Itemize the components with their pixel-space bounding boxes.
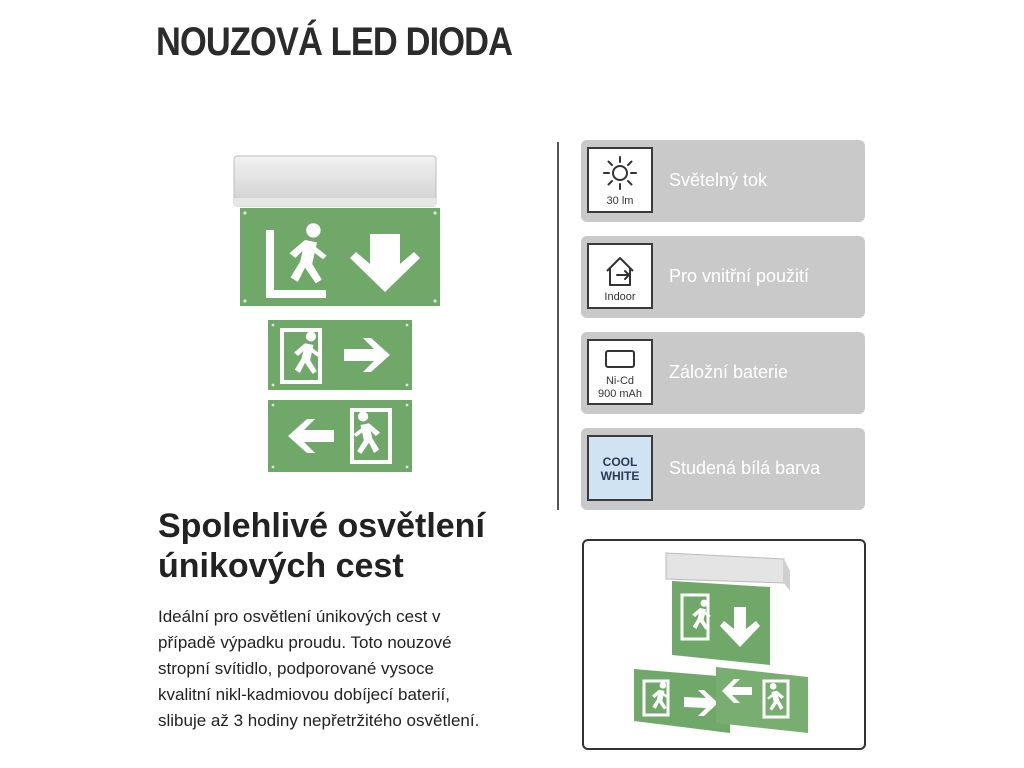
section-heading bbox=[158, 506, 485, 586]
heading-line-1: Spolehlivé osvětlení bbox=[158, 507, 485, 545]
feature-cool-white bbox=[581, 428, 865, 510]
feature-backup-battery bbox=[581, 332, 865, 414]
cool-white-badge bbox=[587, 435, 653, 501]
description-line-5: slibuje až 3 hodiny nepřetržitého osvětlení. bbox=[158, 711, 480, 730]
page-title: NOUZOVÁ LED DIODA bbox=[156, 20, 513, 64]
cool-white-badge-line-2: WHITE bbox=[600, 469, 640, 483]
product-photo bbox=[582, 539, 866, 750]
backup-battery-label: Záložní baterie bbox=[669, 362, 789, 382]
description-line-4: kvalitní nikl-kadmiovou dobíjecí baterií, bbox=[158, 685, 450, 704]
feature-luminous-flux bbox=[581, 140, 865, 222]
indoor-label: Pro vnitřní použití bbox=[669, 266, 810, 286]
vertical-divider bbox=[557, 142, 559, 510]
description-line-2: případě výpadku proudu. Toto nouzové bbox=[158, 633, 452, 652]
battery-icon-box bbox=[587, 339, 653, 405]
battery-type-caption: Ni-Cd bbox=[605, 375, 635, 387]
battery-capacity-caption: 900 mAh bbox=[597, 388, 643, 400]
product-description bbox=[158, 604, 554, 734]
luminous-flux-label: Světelný tok bbox=[669, 170, 768, 190]
indoor-icon-box bbox=[587, 243, 653, 309]
luminous-flux-icon-box bbox=[587, 147, 653, 213]
feature-indoor bbox=[581, 236, 865, 318]
description-line-3: stropní svítidlo, podporované vysoce bbox=[158, 659, 434, 678]
heading-line-2: únikových cest bbox=[158, 547, 404, 585]
cool-white-badge-line-1: COOL bbox=[602, 455, 638, 469]
luminous-flux-caption: 30 lm bbox=[606, 195, 634, 207]
cool-white-label: Studená bílá barva bbox=[669, 458, 821, 478]
description-line-1: Ideální pro osvětlení únikových cest v bbox=[158, 607, 441, 626]
indoor-caption: Indoor bbox=[604, 291, 636, 303]
product-image bbox=[230, 152, 440, 482]
